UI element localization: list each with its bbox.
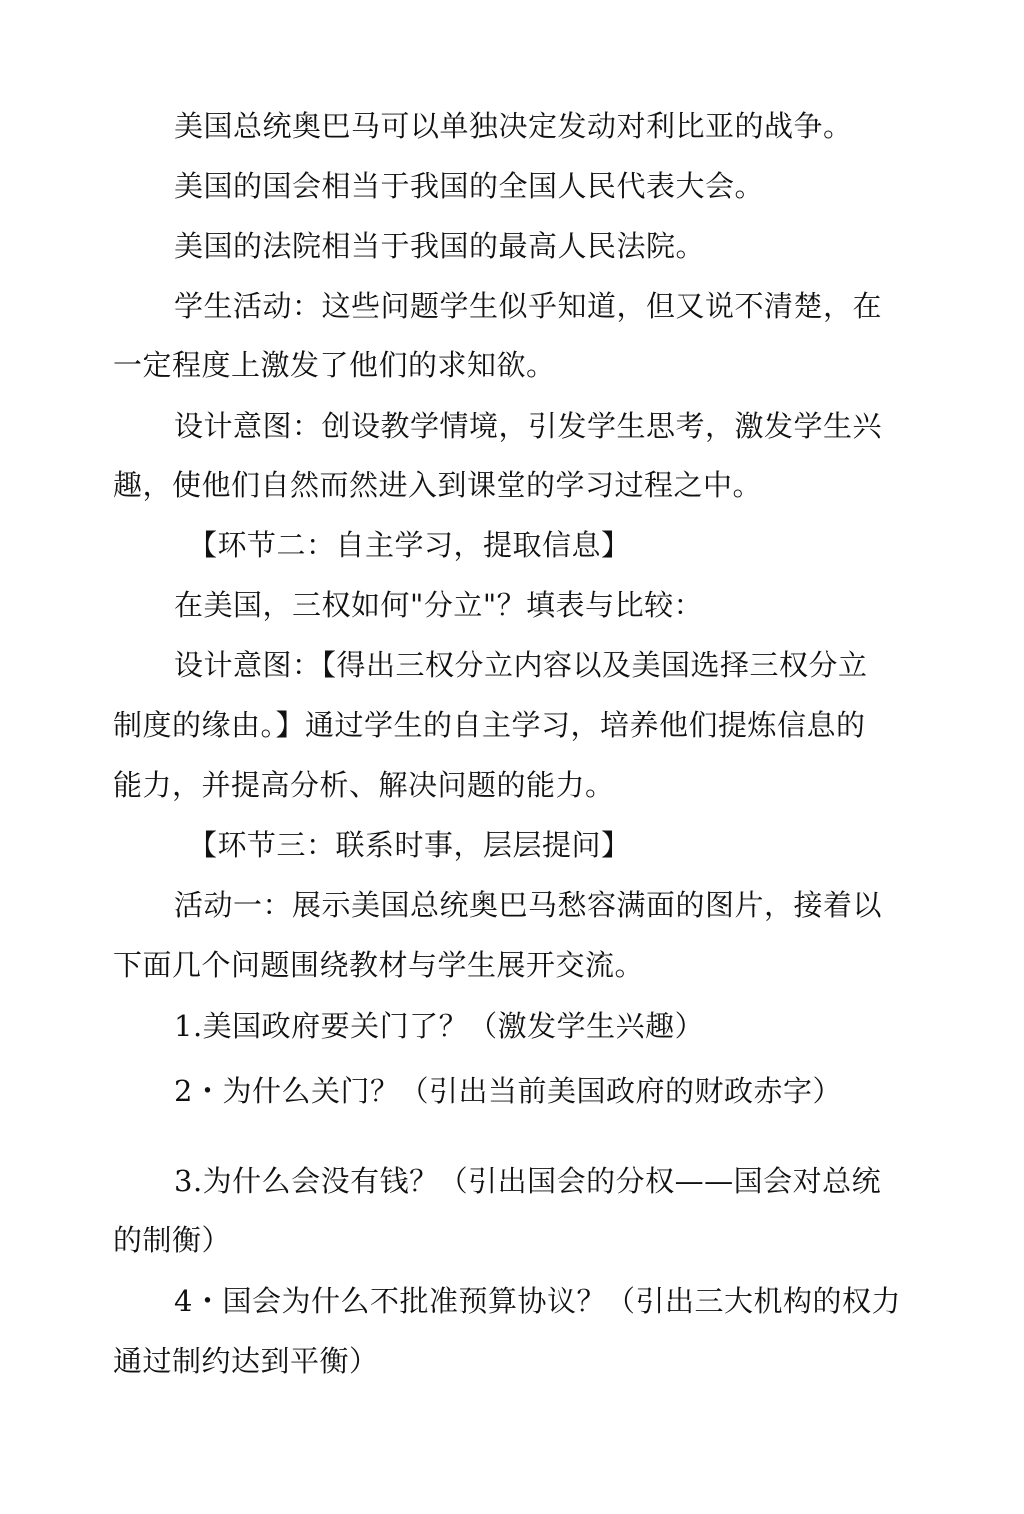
section-heading: 【环节三：联系时事，层层提问】	[188, 828, 631, 862]
numbered-question: 4・国会为什么不批准预算协议？（引出三大机构的权力	[174, 1284, 901, 1318]
paragraph-line: 学生活动：这些问题学生似乎知道，但又说不清楚，在	[174, 289, 883, 323]
paragraph-line: 趣，使他们自然而然进入到课堂的学习过程之中。	[113, 468, 763, 502]
section-heading: 【环节二：自主学习，提取信息】	[188, 528, 631, 562]
paragraph-line: 下面几个问题围绕教材与学生展开交流。	[113, 948, 645, 982]
paragraph-line: 设计意图：【得出三权分立内容以及美国选择三权分立	[174, 648, 868, 682]
paragraph-line: 设计意图：创设教学情境，引发学生思考，激发学生兴	[174, 409, 883, 443]
paragraph-line: 制度的缘由。】通过学生的自主学习，培养他们提炼信息的	[113, 708, 866, 742]
paragraph-line: 的制衡）	[113, 1223, 232, 1257]
paragraph-line: 美国总统奥巴马可以单独决定发动对利比亚的战争。	[174, 109, 853, 143]
paragraph-line: 在美国，三权如何"分立"？填表与比较：	[174, 588, 704, 622]
paragraph-line: 能力，并提高分析、解决问题的能力。	[113, 768, 615, 802]
numbered-question: 1.美国政府要关门了？（激发学生兴趣）	[174, 1009, 705, 1043]
paragraph-line: 一定程度上激发了他们的求知欲。	[113, 348, 556, 382]
numbered-question: 2・为什么关门？（引出当前美国政府的财政赤字）	[174, 1074, 842, 1108]
paragraph-line: 通过制约达到平衡）	[113, 1344, 379, 1378]
paragraph-line: 活动一：展示美国总统奥巴马愁容满面的图片，接着以	[174, 888, 883, 922]
paragraph-line: 美国的国会相当于我国的全国人民代表大会。	[174, 169, 765, 203]
numbered-question: 3.为什么会没有钱？（引出国会的分权——国会对总统	[174, 1164, 882, 1198]
paragraph-line: 美国的法院相当于我国的最高人民法院。	[174, 229, 706, 263]
